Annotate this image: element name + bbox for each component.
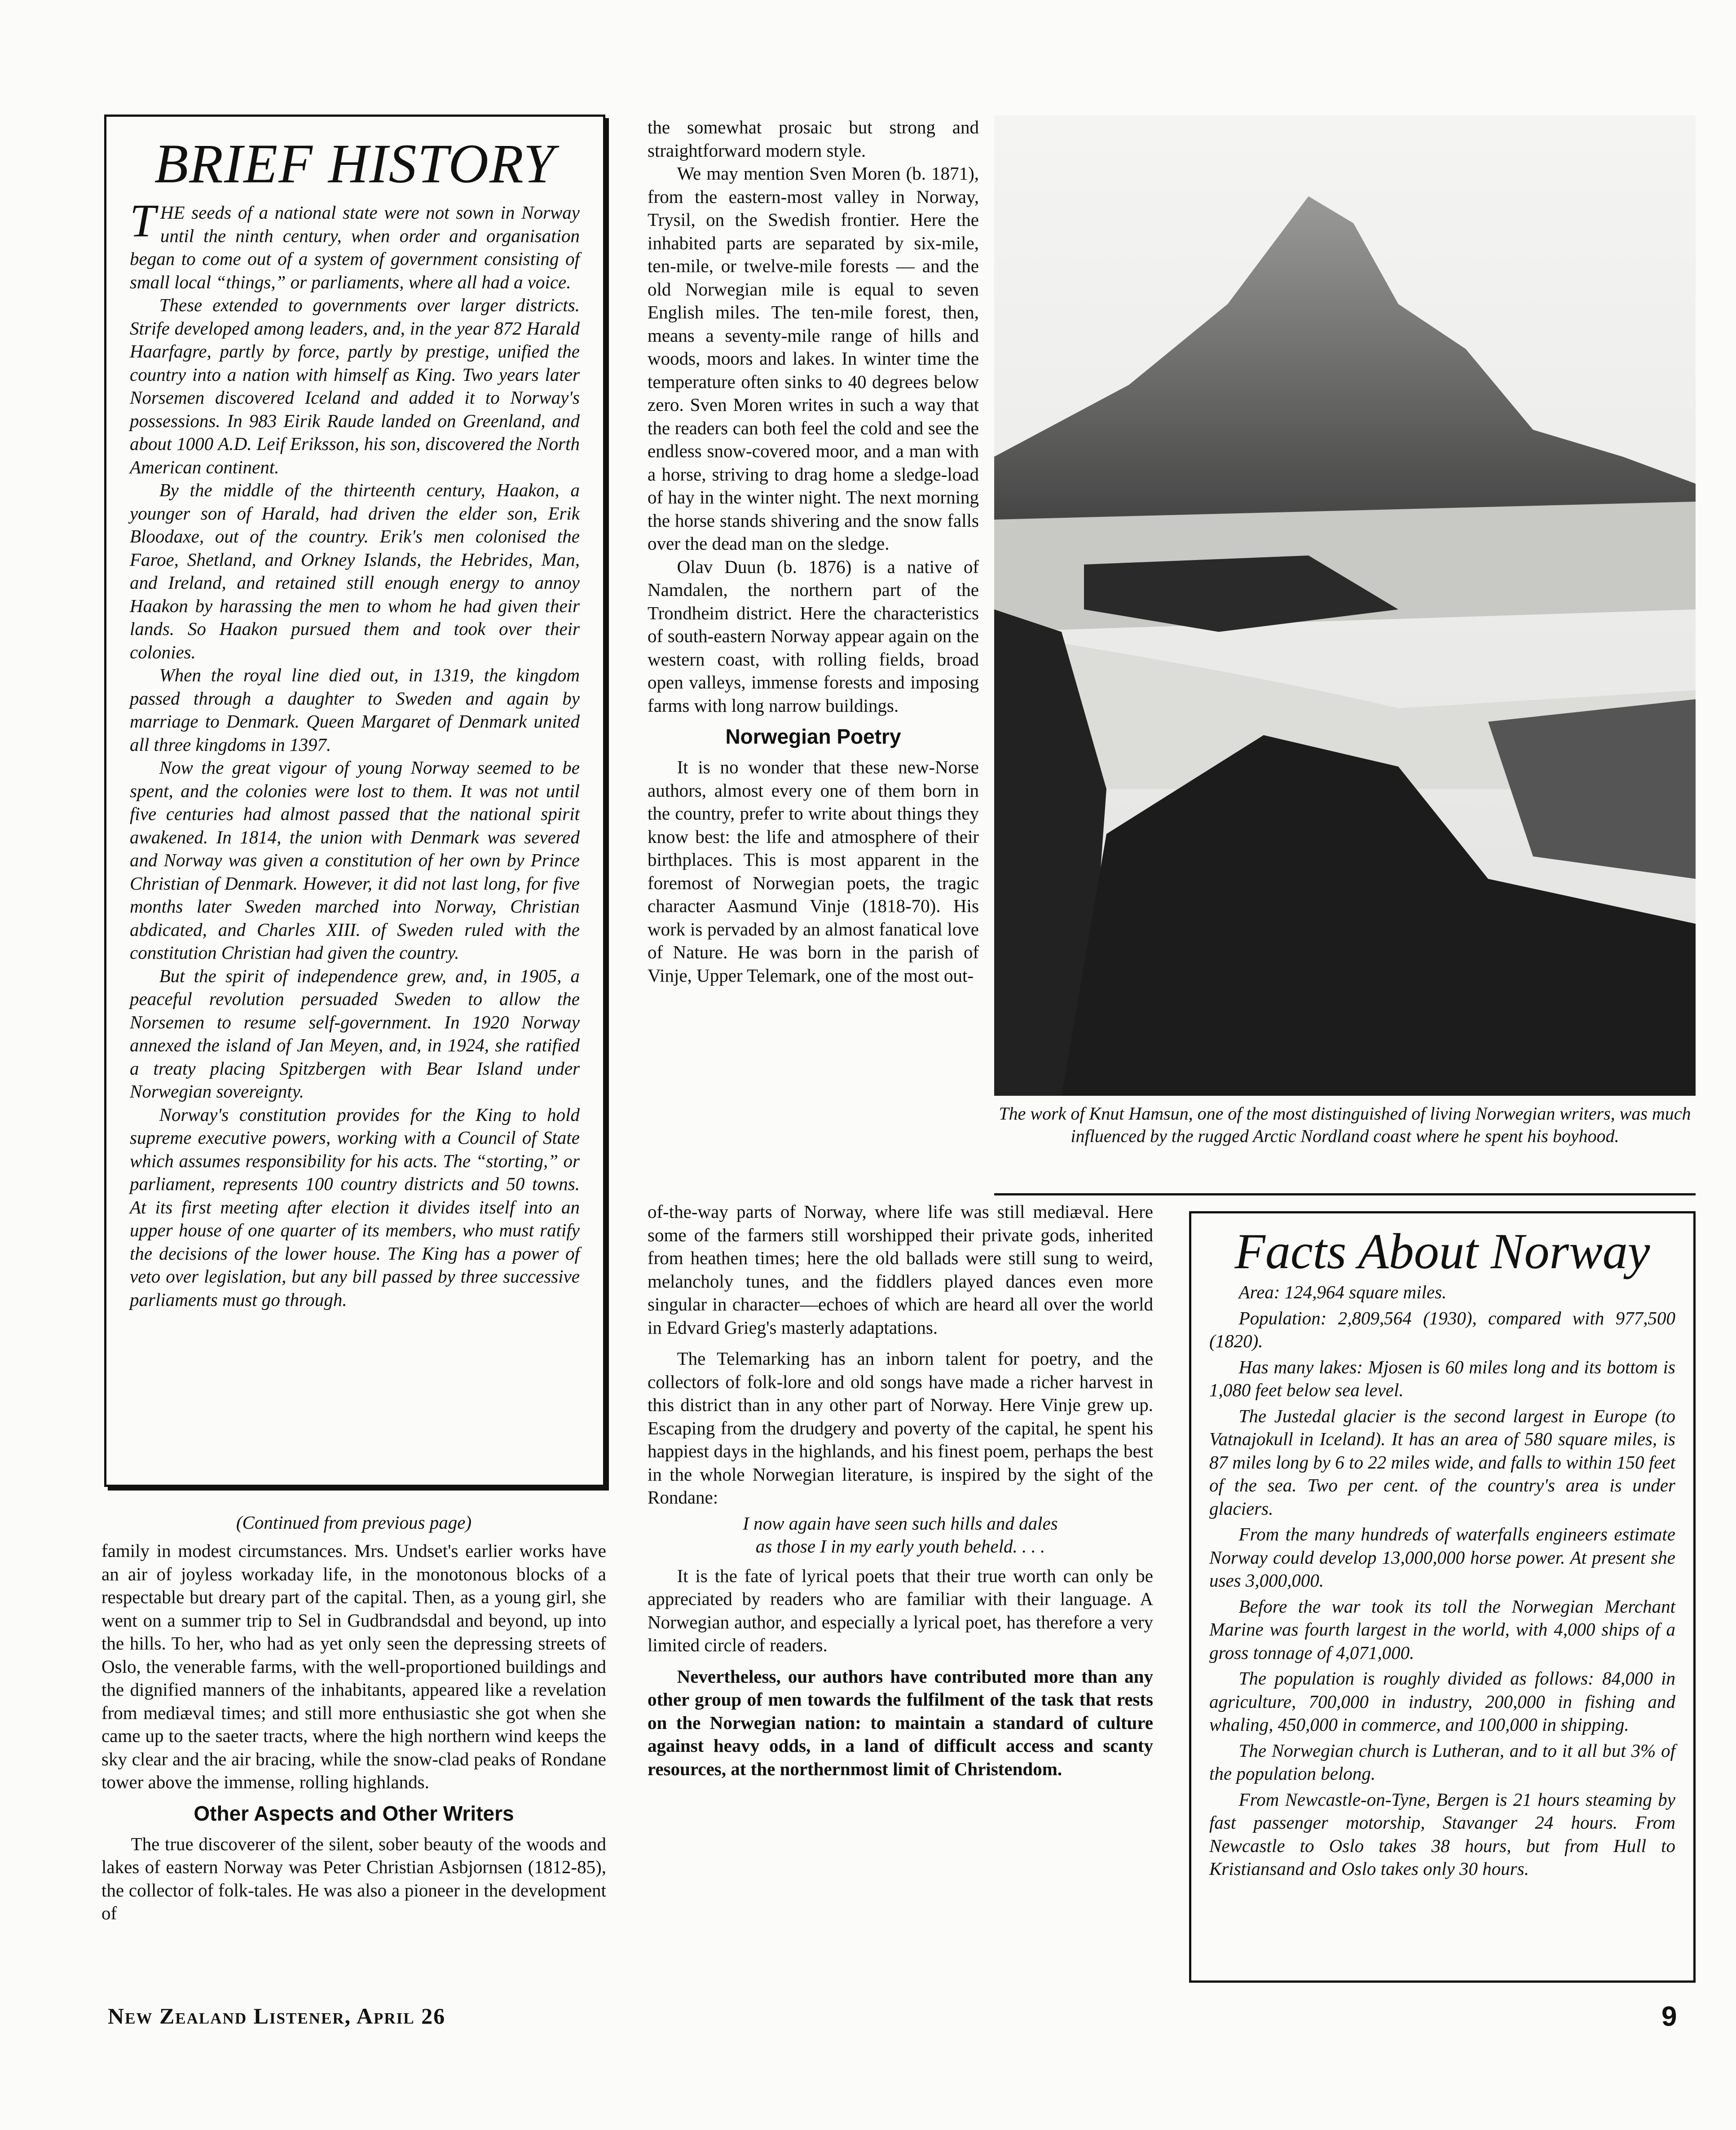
fact-item: The Justedal glacier is the second largest in Europe (to Vatnajokull in Iceland). It has an area of 580 square miles, is 87 miles long by 6 to 22 miles wide, and falls to within 150 feet of the sea. Two per cent. of the country's area is under glaciers.: [1209, 1405, 1675, 1519]
brief-history-box: [104, 115, 605, 1487]
paragraph: But the spirit of independence grew, and, in 1905, a peaceful revolution persuaded Sweden to allow the Norsemen to resume self-government. In 1920 Norway annexed the island of Jan Meyen, and, in 1924, she ratified a treaty placing Spitzbergen with Bear Island under Norwegian sovereignty.: [130, 965, 580, 1102]
continued-label: (Continued from previous page): [236, 1512, 472, 1533]
divider-rule: [994, 1193, 1696, 1195]
facts-title: Facts About Norway: [1234, 1224, 1650, 1279]
fact-item: From the many hundreds of waterfalls engineers estimate Norway could develop 13,000,000 horse power. At present she uses 3,000,000.: [1209, 1524, 1675, 1591]
fact-item: Population: 2,809,564 (1930), compared with 977,500 (1820).: [1209, 1307, 1675, 1351]
verse-line: as those I in my early youth beheld. . . .: [755, 1536, 1045, 1557]
fact-item: Has many lakes: Mjosen is 60 miles long and its bottom is 1,080 feet below sea level.: [1209, 1356, 1675, 1400]
publication-footer: New Zealand Listener, April 26: [108, 2003, 446, 2029]
middle-column: [648, 116, 979, 987]
paragraph: HE seeds of a national state were not sown in Norway until the ninth century, when order and organisation began to come out of a system of government consisting of small local “things,” or parliaments, where all had a voice.: [130, 202, 580, 292]
fact-item: The population is roughly divided as follows: 84,000 in agriculture, 700,000 in industry, 200,000 in fishing and whaling, 450,000 in commerce, and 100,000 in shipping.: [1209, 1668, 1675, 1735]
paragraph: We may mention Sven Moren (b. 1871), from the eastern-most valley in Norway, Trysil, on the Swedish frontier. Here the inhabited parts are separated by six-mile, ten-mile, or twelve-mile forests — and the old Norwegian mile is equal to seven English miles. The ten-mile forest, then, means a seventy-mile range of hills and woods, moors and lakes. In winter time the temperature often sinks to 40 degrees below zero. Sven Moren writes in such a way that the readers can both feel the cold and see the endless snow-covered moor, and a man with a horse, striving to drag home a sledge-load of hay in the winter night. The next morning the horse stands shivering and the snow falls over the dead man on the sledge.: [648, 163, 979, 554]
photo-caption: The work of Knut Hamsun, one of the most distinguished of living Norwegian writers, was much influenced by the rugged Arctic Nordland coast where he spent his boyhood.: [999, 1103, 1691, 1146]
brief-history-text: [130, 195, 580, 1311]
drop-cap: T: [130, 195, 156, 247]
paragraph: family in modest circumstances. Mrs. Undset's earlier works have an air of joyless workaday life, in the monotonous blocks of a respectable but dreary part of the capital. Then, as a young girl, she went on a summer trip to Sel in Gudbrandsdal and beyond, up into the hills. To her, who had as yet only seen the depressing streets of Oslo, the venerable farms, with the well-proportioned buildings and the dignified manners of the inhabitants, appeared like a revelation from mediæval times; and still more enthusiastic she got when she came up to the saeter tracts, where the high northern wind keeps the sky clear and the air bracing, while the snow-clad peaks of Rondane tower above the immense, rolling highlands.: [101, 1540, 606, 1792]
paragraph: Nevertheless, our authors have contributed more than any other group of men towards the fulfilment of the task that rests on the Norwegian nation: to maintain a standard of culture against heavy odds, in a land of difficult access and scanty resources, at the northernmost limit of Christendom.: [648, 1666, 1153, 1779]
fact-item: The Norwegian church is Lutheran, and to it all but 3% of the population belong.: [1209, 1740, 1675, 1784]
paragraph: By the middle of the thirteenth century, Haakon, a younger son of Harald, had driven the elder son, Erik Bloodaxe, out of the country. Erik's men colonised the Faroe, Shetland, and Orkney Islands, the Hebrides, Man, and Ireland, and retained still enough energy to annoy Haakon by harassing the men to whom he had given their lands. So Haakon pursued them and took over their colonies.: [130, 480, 580, 662]
paragraph: Olav Duun (b. 1876) is a native of Namdalen, the northern part of the Trondheim district. Here the characteristics of south-eastern Norway appear again on the western coast, with rolling fields, broad open valleys, immense forests and imposing farms with long narrow buildings.: [648, 556, 979, 716]
paragraph: The true discoverer of the silent, sober beauty of the woods and lakes of eastern Norway was Peter Christian Asbjornsen (1812-85), the collector of folk-tales. He was also a pioneer in the development of: [101, 1833, 606, 1923]
middle-wide-column: [648, 1200, 1153, 1781]
fact-item: Before the war took its toll the Norwegian Merchant Marine was fourth largest in the world, with 4,000 ships of a gross tonnage of 4,071,000.: [1209, 1596, 1675, 1663]
paragraph: the somewhat prosaic but strong and straightforward modern style.: [648, 117, 979, 161]
subheading: Other Aspects and Other Writers: [194, 1801, 514, 1825]
facts-list: [1209, 1281, 1675, 1881]
fact-item: Area: 124,964 square miles.: [1238, 1282, 1447, 1302]
paragraph: Now the great vigour of young Norway seemed to be spent, and the colonies were lost to them. It was not until five centuries had almost passed that the national spirit awakened. In 1814, the union with Denmark was severed and Norway was given a constitution of her own by Prince Christian of Denmark. However, it did not last long, for five months later Sweden marched into Norway, Christian abdicated, and Charles XIII. of Sweden ruled with the constitution Christian had given the country.: [130, 757, 580, 963]
verse: [648, 1512, 1153, 1558]
paragraph: These extended to governments over larger districts. Strife developed among leaders, and, in the year 872 Harald Haarfagre, partly by force, partly by prestige, unified the country into a nation with himself as King. Two years later Norsemen discovered Iceland and added it to Norway's possessions. In 983 Eirik Raude landed on Greenland, and about 1000 A.D. Leif Eriksson, his son, discovered the North American continent.: [130, 295, 580, 477]
fact-item: From Newcastle-on-Tyne, Bergen is 21 hours steaming by fast passenger motorship, Stavanger 24 hours. From Newcastle to Oslo takes 38 hours, but from Hull to Kristiansand and Oslo takes only 30 hours.: [1209, 1789, 1675, 1879]
paragraph: It is the fate of lyrical poets that their true worth can only be appreciated by readers who are familiar with their language. A Norwegian author, and especially a lyrical poet, has therefore a very limited circle of readers.: [648, 1565, 1153, 1655]
paragraph: The Telemarking has an inborn talent for poetry, and the collectors of folk-lore and old songs have made a richer harvest in this district than in any other part of Norway. Here Vinje grew up. Escaping from the drudgery and poverty of the capital, he spent his happiest days in the highlands, and his finest poem, perhaps the best in the whole Norwegian literature, is inspired by the sight of the Rondane:: [648, 1348, 1153, 1508]
facts-about-norway-box: [1189, 1211, 1696, 1983]
fjord-photograph: [994, 115, 1696, 1096]
paragraph: It is no wonder that these new-Norse authors, almost every one of them born in the country, prefer to write about things they know best: the life and atmosphere of their birthplaces. This is most apparent in the foremost of Norwegian poets, the tragic character Aasmund Vinje (1818-70). His work is pervaded by an almost fanatical love of Nature. He was born in the parish of Vinje, Upper Telemark, one of the most out-: [648, 757, 979, 986]
subheading: Norwegian Poetry: [725, 725, 901, 748]
continued-article: [101, 1509, 606, 1925]
paragraph: of-the-way parts of Norway, where life was still mediæval. Here some of the farmers still worshipped their private gods, inherited from heathen times; here the old ballads were still sung to weird, melancholy tunes, and the fiddlers played dances even more singular in character—echoes of which are heard all over the world in Edvard Grieg's masterly adaptations.: [648, 1201, 1153, 1338]
paragraph: Norway's constitution provides for the King to hold supreme executive powers, working with a Council of State which assumes responsibility for his acts. The “storting,” or parliament, represents 100 country districts and 50 towns. At its first meeting after election it divides itself into an upper house of one quarter of its members, who must ratify the decisions of the lower house. The King has a power of veto over legislation, but any bill passed by three successive parliaments must go through.: [130, 1104, 580, 1310]
page-number: 9: [1661, 2001, 1677, 2032]
brief-history-title: BRIEF HISTORY: [154, 133, 555, 194]
paragraph: When the royal line died out, in 1319, the kingdom passed through a daughter to Sweden and again by marriage to Denmark. Queen Margaret of Denmark united all three kingdoms in 1397.: [130, 665, 580, 755]
verse-line: I now again have seen such hills and dales: [743, 1513, 1058, 1534]
